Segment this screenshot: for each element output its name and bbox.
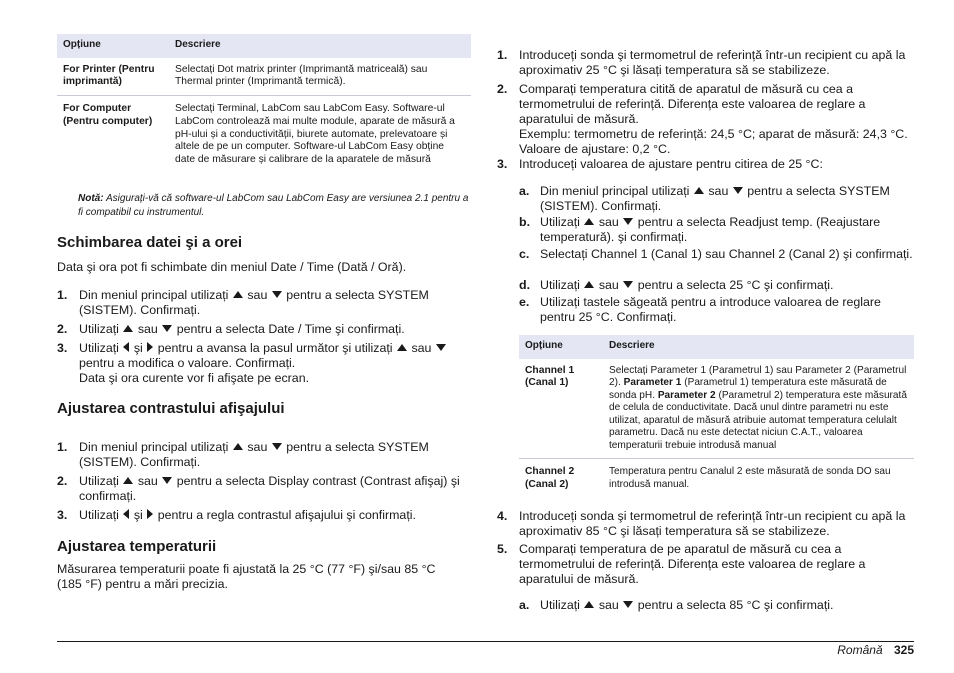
step-text: Introduceți sonda şi termometrul de referință într-un recipient cu apă la aproximativ 25 °C şi lăsați temperatura să se stabilizeze.	[519, 48, 906, 77]
parameter-name: Parameter 1	[623, 377, 682, 389]
step-text: Utilizați	[79, 474, 119, 488]
page-footer	[837, 643, 914, 657]
arrow-left-icon	[123, 509, 129, 519]
step-text: sau	[411, 341, 432, 355]
step-text: pentru a selecta Display contrast (Contrast afişaj) şi confirmați.	[79, 474, 460, 503]
step-text: Din meniul principal utilizați	[79, 440, 229, 454]
description-cell	[603, 359, 914, 459]
option-cell: For Computer (Pentru computer)	[63, 103, 153, 127]
step-number: 3.	[57, 341, 68, 355]
step-letter: a.	[519, 184, 530, 198]
step-text: Utilizați	[540, 278, 580, 292]
arrow-down-icon	[436, 344, 446, 351]
arrow-down-icon	[733, 187, 743, 194]
section-title-date: Schimbarea datei şi a orei	[57, 234, 243, 251]
parameter-name: Parameter 2	[657, 389, 716, 401]
step-number: 3.	[57, 508, 68, 522]
arrow-down-icon	[623, 281, 633, 288]
date-intro: Data şi ora pot fi schimbate din meniul Date / Time (Dată / Oră).	[57, 260, 407, 274]
table-header-description: Descriere	[603, 335, 914, 359]
arrow-up-icon	[584, 218, 594, 225]
table-row	[57, 58, 471, 96]
temperature-intro: Măsurarea temperaturii poate fi ajustată la 25 °C (77 °F) şi/sau 85 °C (185 °F) pentru a mări precizia.	[57, 562, 436, 591]
arrow-right-icon	[147, 509, 153, 519]
step-number: 3.	[497, 157, 508, 171]
description-text: (Parametrul 1) temperatura este măsurată de sonda pH.	[609, 377, 887, 401]
step-text: Comparați temperatura de pe aparatul de măsură cu cea a termometrului de referință. Diferența este valoarea de reglare a aparatului de măsură.	[519, 542, 866, 586]
description-cell: Selectați Dot matrix printer (Imprimantă matriceală) sau Thermal printer (Imprimantă termică).	[169, 58, 471, 96]
step-text: Utilizați	[79, 322, 119, 336]
step-text: Utilizați	[540, 215, 580, 229]
step-letter: a.	[519, 598, 530, 612]
step-text: Introduceți sonda şi termometrul de referință într-un recipient cu apă la aproximativ 85 °C şi lăsați temperatura să se stabilizeze.	[519, 509, 906, 538]
table-header-description: Descriere	[169, 34, 471, 58]
step-text: sau	[137, 322, 158, 336]
description-cell: Selectați Terminal, LabCom sau LabCom Easy. Software-ul LabCom controlează mai multe module, aparate de măsură a pH-ului și a conductivității, biurete automate, prelevatoare și altele de pe un computer. Software-ul LabCom Easy obține date de măsurare și calibrare de la aparatele de măsură	[175, 103, 455, 165]
step-text: pentru a selecta 85 °C şi confirmați.	[637, 598, 834, 612]
arrow-up-icon	[397, 344, 407, 351]
section-title-temperature: Ajustarea temperaturii	[57, 538, 217, 555]
table-row	[519, 359, 914, 459]
step-text: sau	[247, 288, 268, 302]
step-text: sau	[137, 474, 158, 488]
arrow-down-icon	[272, 291, 282, 298]
step-text: pentru a modifica o valoare. Confirmați.	[79, 356, 296, 370]
section-title-contrast: Ajustarea contrastului afişajului	[57, 400, 285, 417]
step-text: şi	[133, 508, 143, 522]
step-text: Introduceți valoarea de ajustare pentru citirea de 25 °C:	[519, 157, 823, 171]
step-text: Utilizați	[79, 508, 119, 522]
arrow-right-icon	[147, 342, 153, 352]
step-text: pentru a selecta Date / Time şi confirmați.	[176, 322, 405, 336]
step-text: pentru a avansa la pasul următor şi utilizați	[157, 341, 393, 355]
step-text: Comparați temperatura citită de aparatul de măsură cu cea a termometrului de referință. Diferența este valoarea de reglare a aparatului de măsură.	[519, 82, 866, 126]
step-text: Din meniul principal utilizați	[540, 184, 690, 198]
description-cell: Temperatura pentru Canalul 2 este măsurată de sonda DO sau introdusă manual.	[609, 466, 891, 490]
step-text: Utilizați tastele săgeată pentru a introduce valoarea de reglare pentru 25 °C. Confirmați.	[540, 295, 881, 324]
arrow-down-icon	[162, 325, 172, 332]
step-text: sau	[247, 440, 268, 454]
arrow-down-icon	[623, 218, 633, 225]
arrow-up-icon	[123, 477, 133, 484]
step-letter: b.	[519, 215, 531, 229]
step-number: 1.	[57, 440, 68, 454]
table-row	[519, 459, 914, 498]
option-cell: Channel 1 (Canal 1)	[519, 359, 603, 459]
step-number: 1.	[497, 48, 508, 62]
arrow-down-icon	[623, 601, 633, 608]
step-text: Selectați Channel 1 (Canal 1) sau Channel 2 (Canal 2) şi confirmați.	[540, 247, 913, 261]
arrow-down-icon	[162, 477, 172, 484]
printer-options-table	[57, 34, 471, 173]
step-text: pentru a selecta SYSTEM (SISTEM). Confirmați.	[79, 288, 429, 317]
step-text: pentru a selecta SYSTEM (SISTEM). Confirmați.	[79, 440, 429, 469]
arrow-down-icon	[272, 443, 282, 450]
arrow-up-icon	[233, 291, 243, 298]
note-text: Asigurați-vă că software-ul LabCom sau LabCom Easy are versiunea 2.1 pentru a fi compatibil cu instrumentul.	[78, 193, 469, 218]
step-text: sau	[598, 278, 619, 292]
step-text: sau	[708, 184, 729, 198]
step-number: 1.	[57, 288, 68, 302]
step-text: pentru a selecta Readjust temp. (Reajustare temperatură). şi confirmați.	[540, 215, 881, 244]
step-number: 2.	[57, 474, 68, 488]
step-text: pentru a selecta 25 °C şi confirmați.	[637, 278, 834, 292]
step-number: 2.	[57, 322, 68, 336]
note	[78, 192, 473, 219]
arrow-up-icon	[584, 281, 594, 288]
step-number: 5.	[497, 542, 508, 556]
table-row	[57, 96, 471, 173]
step-letter: d.	[519, 278, 531, 292]
arrow-up-icon	[123, 325, 133, 332]
step-text: Din meniul principal utilizați	[79, 288, 229, 302]
arrow-up-icon	[233, 443, 243, 450]
footer-language: Română	[837, 643, 883, 657]
note-label: Notă:	[78, 193, 104, 204]
step-text: Utilizați	[540, 598, 580, 612]
option-cell: Channel 2 (Canal 2)	[525, 466, 575, 490]
arrow-up-icon	[584, 601, 594, 608]
step-letter: c.	[519, 247, 530, 261]
arrow-left-icon	[123, 342, 129, 352]
step-text: sau	[598, 598, 619, 612]
table-header-option: Opțiune	[57, 34, 169, 58]
channel-options-table	[519, 335, 914, 498]
step-number: 4.	[497, 509, 508, 523]
step-text: şi	[133, 341, 143, 355]
description-text: (Parametrul 2) temperatura este măsurată de celula de conductivitate. Dacă unul dintre parametri nu este utilizat, aparatul de măsură atribuie automat temperatura celulalt parametru. Dacă nu este detectat niciun C.A.T., valoarea temperaturii trebuie introdusă manual	[609, 389, 907, 451]
arrow-up-icon	[694, 187, 704, 194]
step-text: pentru a selecta SYSTEM (SISTEM). Confirmați.	[540, 184, 890, 213]
step-example: Exemplu: termometru de referință: 24,5 °C; aparat de măsură: 24,3 °C. Valoare de ajustare: 0,2 °C.	[519, 127, 908, 156]
footer-divider	[57, 641, 914, 642]
step-text: pentru a regla contrastul afişajului şi confirmați.	[157, 508, 416, 522]
option-cell: For Printer (Pentru imprimantă)	[57, 58, 169, 96]
step-text: Utilizați	[79, 341, 119, 355]
step-text: sau	[598, 215, 619, 229]
description-text: Selectați Parameter 1 (Parametrul 1) sau Parameter 2 (Parametrul 2).	[609, 364, 907, 389]
step-number: 2.	[497, 82, 508, 96]
page-number: 325	[893, 643, 914, 657]
step-letter: e.	[519, 295, 530, 309]
step-result: Data şi ora curente vor fi afişate pe ecran.	[79, 371, 310, 385]
table-header-option: Opțiune	[519, 335, 603, 359]
